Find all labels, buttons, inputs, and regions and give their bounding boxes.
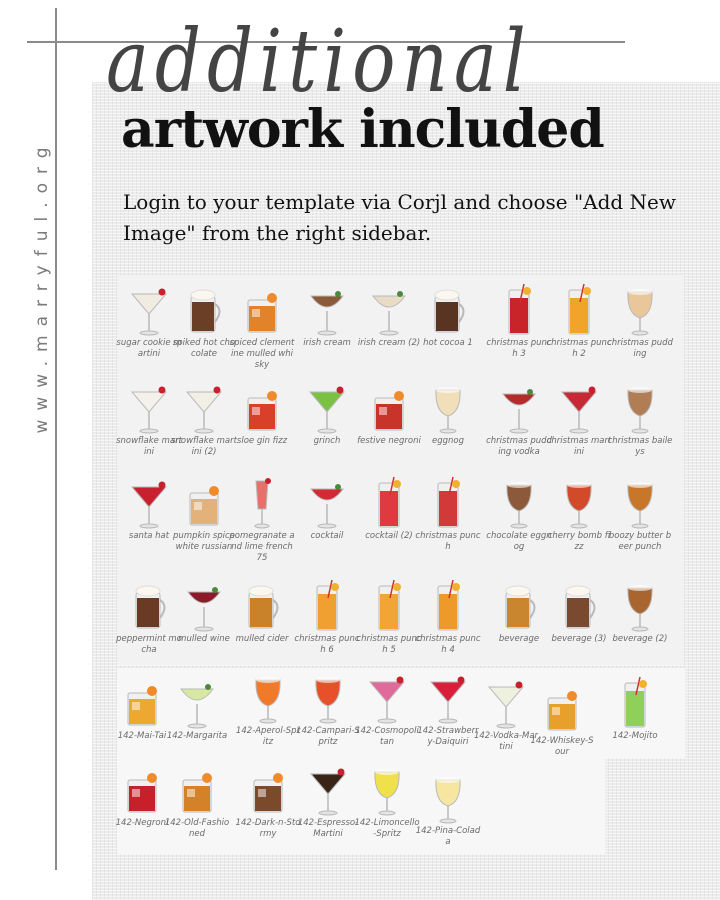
martini-glass-icon	[302, 380, 352, 434]
artwork-item-label: christmas baileys	[607, 436, 673, 457]
artwork-item[interactable]	[172, 282, 236, 360]
mug-glass-icon	[237, 578, 287, 632]
artwork-item-label: christmas punch 3	[486, 338, 552, 359]
artwork-item-label: 142-Margarita	[166, 731, 228, 741]
highball-glass-icon	[423, 578, 473, 632]
tulip-glass-icon	[554, 475, 604, 529]
highball-glass-icon	[302, 578, 352, 632]
martini-glass-icon	[124, 475, 174, 529]
martini-glass-icon	[362, 670, 412, 724]
tulip-glass-icon	[615, 578, 665, 632]
artwork-item[interactable]	[357, 380, 421, 447]
artwork-item[interactable]	[487, 282, 551, 360]
artwork-item-label: 142-Old-Fashioned	[164, 818, 230, 839]
artwork-item[interactable]	[416, 770, 480, 848]
artwork-item[interactable]	[296, 762, 360, 840]
artwork-item-label: cocktail (2)	[365, 531, 413, 541]
highball-glass-icon	[364, 475, 414, 529]
highball-glass-icon	[610, 675, 660, 729]
artwork-item-label: christmas martini	[546, 436, 612, 457]
artwork-item-label: snowflake martini	[116, 436, 182, 457]
artwork-item-label: 142-Whiskey-Sour	[530, 736, 594, 757]
artwork-item[interactable]	[165, 762, 229, 840]
artwork-item-label: 142-Strawberry-Daiquiri	[417, 726, 479, 747]
mug-glass-icon	[124, 578, 174, 632]
artwork-item-label: cherry bomb fizz	[547, 531, 611, 552]
artwork-item[interactable]	[416, 475, 480, 553]
artwork-item-label: beverage (2)	[612, 634, 668, 644]
artwork-item-label: christmas punch 6	[294, 634, 360, 655]
artwork-item-label: irish cream (2)	[357, 338, 421, 348]
coupe-glass-icon	[179, 578, 229, 632]
artwork-item-label: hot cocoa 1	[423, 338, 473, 348]
coupe-glass-icon	[302, 282, 352, 336]
coupe-glass-icon	[302, 475, 352, 529]
artwork-item[interactable]	[487, 475, 551, 553]
tulip-glass-icon	[362, 762, 412, 816]
artwork-item[interactable]	[295, 578, 359, 656]
artwork-item-label: beverage (3)	[551, 634, 607, 644]
rocks-glass-icon	[537, 680, 587, 734]
artwork-item[interactable]	[547, 282, 611, 360]
artwork-item[interactable]	[165, 675, 229, 742]
artwork-item-label: 142-Limoncello-Spritz	[354, 818, 420, 839]
artwork-item-label: mulled wine	[178, 634, 230, 644]
artwork-item[interactable]	[547, 578, 611, 645]
martini-glass-icon	[423, 670, 473, 724]
tulip-glass-icon	[423, 380, 473, 434]
artwork-item[interactable]	[416, 578, 480, 656]
artwork-item[interactable]	[487, 380, 551, 458]
heading-main: artwork included	[121, 99, 604, 160]
artwork-item[interactable]	[608, 282, 672, 360]
artwork-item-label: 142-Negroni	[115, 818, 169, 828]
rocks-glass-icon	[117, 762, 167, 816]
artwork-item[interactable]	[172, 475, 236, 553]
rocks-glass-icon	[172, 762, 222, 816]
artwork-item-label: christmas pudding vodka	[486, 436, 552, 457]
artwork-item[interactable]	[295, 282, 359, 349]
mug-glass-icon	[423, 282, 473, 336]
artwork-item-label: irish cream	[303, 338, 351, 348]
artwork-item-label: festive negroni	[357, 436, 421, 446]
heading-script: additional	[106, 10, 532, 112]
rocks-glass-icon	[179, 475, 229, 529]
artwork-item-label: grinch	[313, 436, 341, 446]
artwork-item[interactable]	[230, 282, 294, 371]
tulip-glass-icon	[615, 380, 665, 434]
artwork-item-label: christmas punch	[415, 531, 481, 552]
artwork-item[interactable]	[230, 475, 294, 564]
artwork-item-label: 142-Cosmopolitan	[355, 726, 419, 747]
artwork-item-label: spiced clementine mulled whisky	[229, 338, 295, 370]
tulip-glass-icon	[303, 670, 353, 724]
artwork-item[interactable]	[416, 282, 480, 349]
martini-glass-icon	[554, 380, 604, 434]
martini-glass-icon	[124, 282, 174, 336]
tulip-glass-icon	[615, 282, 665, 336]
martini-glass-icon	[124, 380, 174, 434]
artwork-item[interactable]	[357, 475, 421, 542]
artwork-item[interactable]	[236, 670, 300, 748]
artwork-item[interactable]	[296, 670, 360, 748]
martini-glass-icon	[303, 762, 353, 816]
artwork-item-label: pumpkin spice white russian	[173, 531, 235, 552]
artwork-item[interactable]	[487, 578, 551, 645]
artwork-item[interactable]	[608, 380, 672, 458]
mug-glass-icon	[179, 282, 229, 336]
coupe-glass-icon	[172, 675, 222, 729]
coupe-glass-icon	[494, 380, 544, 434]
flute-glass-icon	[237, 475, 287, 529]
mug-glass-icon	[494, 578, 544, 632]
artwork-item-label: 142-Espresso-Martini	[297, 818, 359, 839]
coupe-glass-icon	[364, 282, 414, 336]
artwork-item[interactable]	[357, 282, 421, 349]
highball-glass-icon	[554, 282, 604, 336]
rocks-glass-icon	[243, 762, 293, 816]
artwork-item-label: 142-Campari-Spritz	[296, 726, 360, 747]
martini-glass-icon	[481, 675, 531, 729]
artwork-item-label: christmas pudding	[607, 338, 673, 359]
artwork-item-label: cocktail	[310, 531, 344, 541]
artwork-item[interactable]	[547, 380, 611, 458]
artwork-item[interactable]	[547, 475, 611, 553]
highball-glass-icon	[423, 475, 473, 529]
artwork-item-label: christmas punch 5	[356, 634, 422, 655]
artwork-item[interactable]	[172, 380, 236, 458]
rocks-glass-icon	[237, 282, 287, 336]
artwork-item-label: 142-Mai-Tai	[117, 731, 167, 741]
artwork-item[interactable]	[172, 578, 236, 645]
artwork-item[interactable]	[603, 675, 667, 742]
artwork-item-label: mulled cider	[235, 634, 289, 644]
martini-glass-icon	[179, 380, 229, 434]
artwork-item[interactable]	[355, 670, 419, 748]
artwork-item-label: 142-Mojito	[612, 731, 658, 741]
artwork-item-label: 142-Dark-n-Stormy	[235, 818, 301, 839]
artwork-item[interactable]	[295, 475, 359, 542]
instructions-text: Login to your template via Corjl and choose "Add New Image" from the right sidebar.	[123, 190, 677, 245]
artwork-item-label: christmas punch 2	[546, 338, 612, 359]
artwork-item-label: santa hat	[128, 531, 170, 541]
rocks-glass-icon	[117, 675, 167, 729]
tulip-glass-icon	[423, 770, 473, 824]
artwork-item-label: spiked hot chocolate	[172, 338, 236, 359]
artwork-item-label: 142-Aperol-Spritz	[235, 726, 301, 747]
artwork-item[interactable]	[608, 578, 672, 645]
tulip-glass-icon	[494, 475, 544, 529]
artwork-item-label: sloe gin fizz	[236, 436, 288, 446]
vertical-rule	[55, 8, 57, 870]
artwork-item[interactable]	[608, 475, 672, 553]
artwork-item[interactable]	[355, 762, 419, 840]
artwork-item-label: christmas punch 4	[415, 634, 481, 655]
artwork-item[interactable]	[230, 380, 294, 447]
artwork-item-label: chocolate eggnog	[486, 531, 552, 552]
artwork-item-label: beverage	[498, 634, 540, 644]
artwork-item[interactable]	[357, 578, 421, 656]
highball-glass-icon	[494, 282, 544, 336]
artwork-item-label: boozy butter beer punch	[608, 531, 672, 552]
rocks-glass-icon	[364, 380, 414, 434]
artwork-item-label: sugar cookie martini	[116, 338, 182, 359]
artwork-item[interactable]	[416, 380, 480, 447]
artwork-item-label: 142-Pina-Colada	[415, 826, 481, 847]
mug-glass-icon	[554, 578, 604, 632]
artwork-item-label: pomegranate and lime french 75	[229, 531, 295, 563]
artwork-item-label: eggnog	[431, 436, 464, 446]
tulip-glass-icon	[243, 670, 293, 724]
artwork-item[interactable]	[530, 680, 594, 758]
rocks-glass-icon	[237, 380, 287, 434]
artwork-item[interactable]	[295, 380, 359, 447]
artwork-item-label: 142-Vodka-Martini	[473, 731, 539, 752]
artwork-item[interactable]	[230, 578, 294, 645]
highball-glass-icon	[364, 578, 414, 632]
artwork-item-label: peppermint mocha	[116, 634, 182, 655]
artwork-item[interactable]	[236, 762, 300, 840]
artwork-item-label: snowflake martini (2)	[171, 436, 237, 457]
artwork-item[interactable]	[416, 670, 480, 748]
tulip-glass-icon	[615, 475, 665, 529]
